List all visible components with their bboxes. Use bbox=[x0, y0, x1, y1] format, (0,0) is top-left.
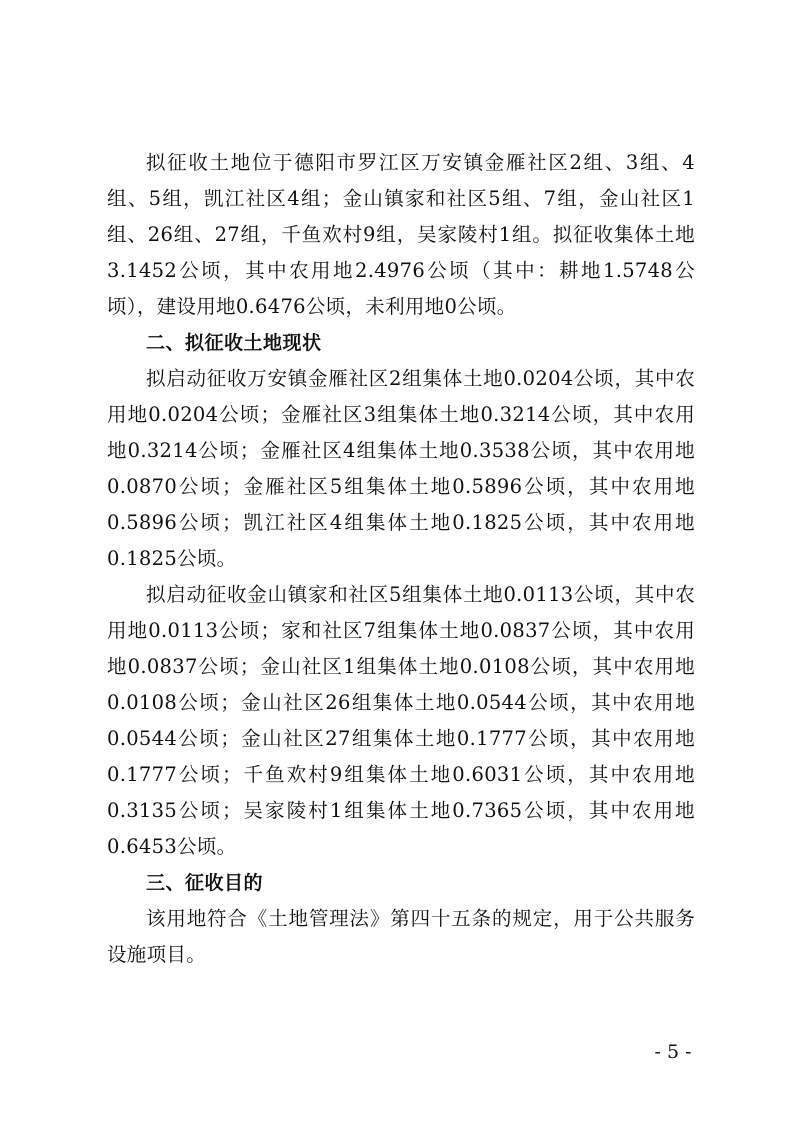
section-heading-current-status: 二、拟征收土地现状 bbox=[146, 332, 322, 354]
paragraph-land-location: 拟征收土地位于德阳市罗江区万安镇金雁社区2组、3组、4组、5组，凯江社区4组；金山镇家和社区5组、7组，金山社区1组、26组、27组，千鱼欢村9组，吴家陵村1组。拟征收集体土地3.1452公顷，其中农用地2.4976公顷（其中：耕地1.5748公顷），建设用地0.6476公顷，未利用地0公顷。 bbox=[107, 151, 695, 318]
section-heading-purpose: 三、征收目的 bbox=[146, 872, 264, 894]
page-number: - 5 - bbox=[654, 1041, 692, 1063]
paragraph-purpose: 该用地符合《土地管理法》第四十五条的规定，用于公共服务设施项目。 bbox=[107, 907, 695, 966]
paragraph-wanan-town-status: 拟启动征收万安镇金雁社区2组集体土地0.0204公顷，其中农用地0.0204公顷；金雁社区3组集体土地0.3214公顷，其中农用地0.3214公顷；金雁社区4组集体土地0.3538公顷，其中农用地0.0870公顷；金雁社区5组集体土地0.5896公顷，其中农用地0.5896公顷；凯江社区4组集体土地0.1825公顷，其中农用地0.1825公顷。 bbox=[107, 367, 695, 570]
paragraph-jinshan-town-status: 拟启动征收金山镇家和社区5组集体土地0.0113公顷，其中农用地0.0113公顷；家和社区7组集体土地0.0837公顷，其中农用地0.0837公顷；金山社区1组集体土地0.0108公顷，其中农用地0.0108公顷；金山社区26组集体土地0.0544公顷，其中农用地0.0544公顷；金山社区27组集体土地0.1777公顷，其中农用地0.1777公顷；千鱼欢村9组集体土地0.6031公顷，其中农用地0.3135公顷；吴家陵村1组集体土地0.7365公顷，其中农用地0.6453公顷。 bbox=[107, 583, 695, 858]
document-body bbox=[107, 145, 695, 973]
